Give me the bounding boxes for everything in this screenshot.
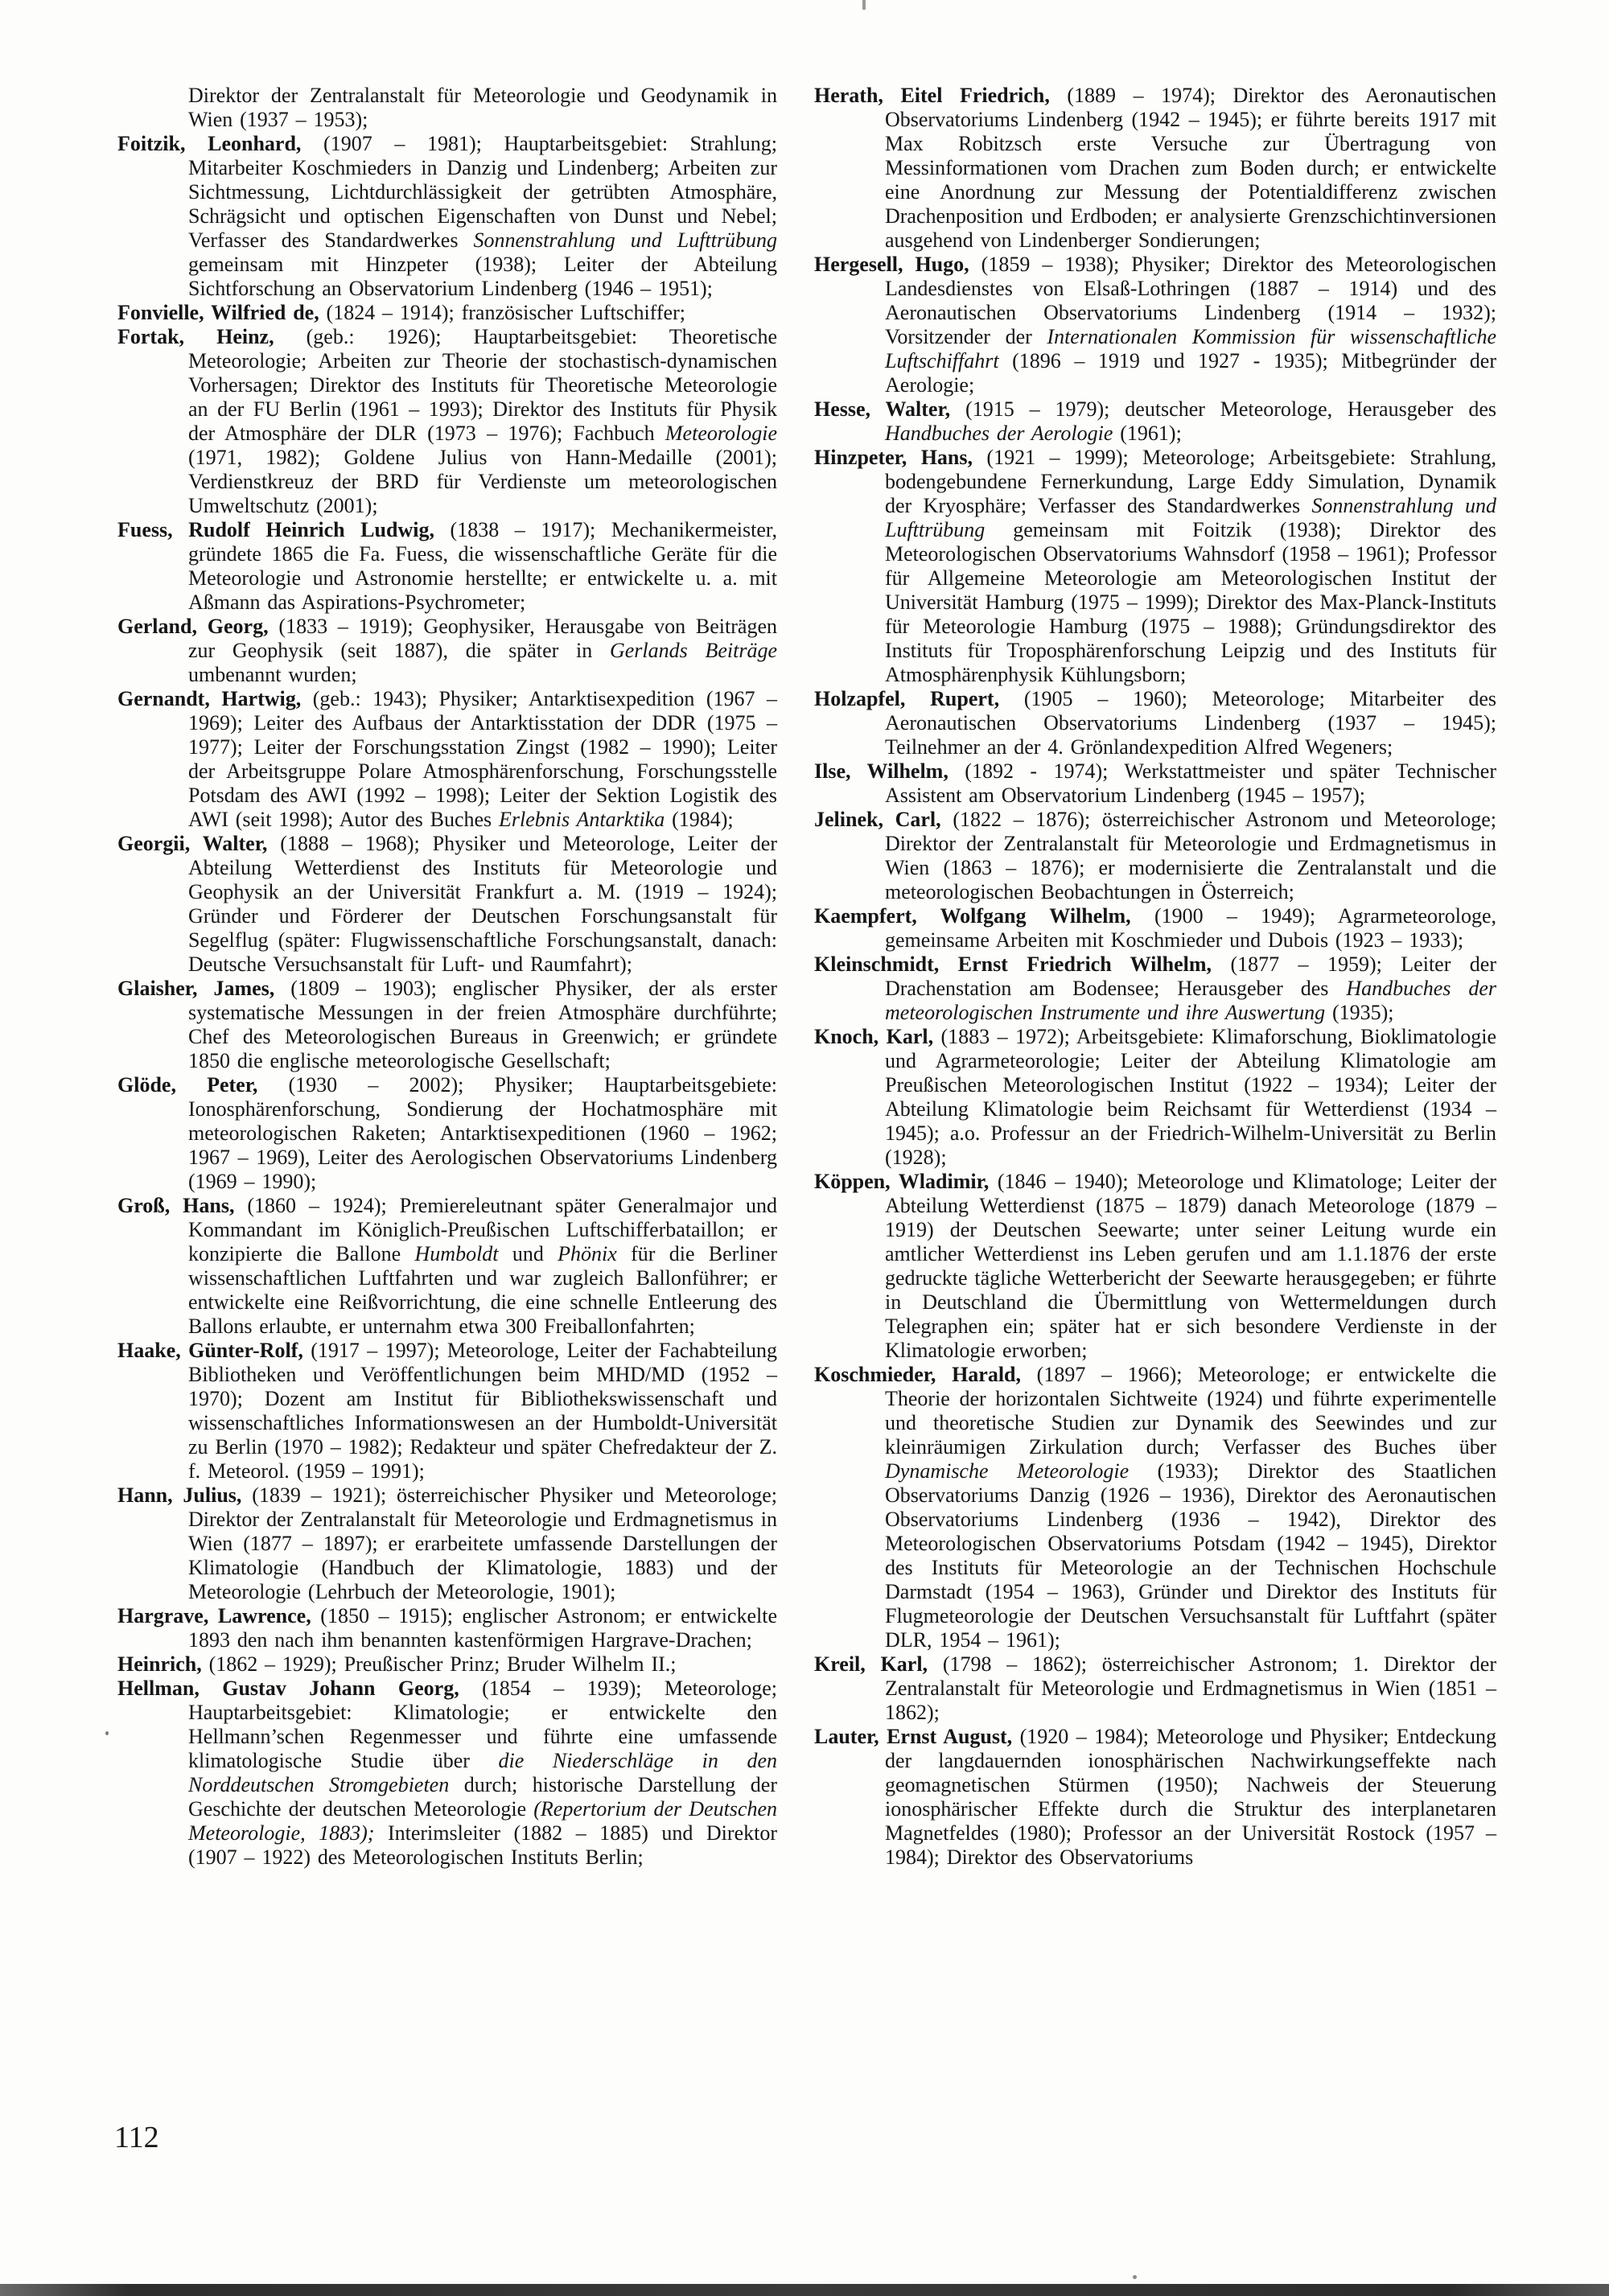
entry-name: Fonvielle, Wilfried de, xyxy=(117,301,327,324)
entry-name: Groß, Hans, xyxy=(117,1194,248,1217)
entry-name: Heinrich, xyxy=(117,1652,209,1676)
entry-text: (1877 – 1959); Leiter der Drachenstation am Bodensee; Herausgeber des xyxy=(885,953,1496,1000)
entry-text: (geb.: 1943); Physiker; Antarktisexpedition (1967 – 1969); Leiter des Aufbaus der Antarktisstation der DDR (1975 – 1977); Leiter der Forschungsstation Zingst (1982 – 1990); Leiter der Arbeitsgruppe Polare Atmosphärenforschung, Forschungsstelle Potsdam des AWI (1992 – 1998); Leiter der Sektion Logistik des AWI (seit 1998); Autor des Buches xyxy=(188,687,778,831)
entry-title-italic: (Repertorium der Deutschen Meteorologie, 1883); xyxy=(188,1797,777,1845)
entry-name: Hergesell, Hugo, xyxy=(814,253,981,276)
entry-text: (1839 – 1921); österreichischer Physiker und Meteorologe; Direktor der Zentralanstalt für Meteorologie und Erdmagnetismus in Wien (1877 – 1897); er erarbeitete umfassende Darstellungen der Klimatologie (Handbuch der Klimatologie, 1883) und der Meteorologie (Lehrbuch der Meteorologie, 1901); xyxy=(188,1483,778,1603)
entry xyxy=(814,1652,1496,1725)
entry-name: Herath, Eitel Friedrich, xyxy=(814,84,1068,107)
entry-text: Direktor der Zentralanstalt für Meteorologie und Geodynamik in Wien (1937 – 1953); xyxy=(188,84,777,131)
entry xyxy=(117,615,777,687)
entry xyxy=(117,1652,777,1677)
entry-text: (1850 – 1915); englischer Astronom; er entwickelte 1893 den nach ihm benannten kastenförmigen Hargrave-Drachen; xyxy=(188,1604,777,1652)
entry-text: (1920 – 1984); Meteorologe und Physiker; Entdeckung der langdauernden ionosphärischen Nachwirkungseffekte nach geomagnetischen Stürmen (1950); Nachweis der Steuerung ionosphärischer Effekte durch die Struktur des interplanetaren Magnetfeldes (1980); Professor an der Universität Rostock (1957 – 1984); Direktor des Observatoriums xyxy=(885,1725,1496,1869)
entry xyxy=(117,687,777,832)
entry-text: (1961); xyxy=(1113,422,1182,445)
entry-name: Lauter, Ernst August, xyxy=(814,1725,1020,1748)
entry-continuation xyxy=(117,84,777,132)
page-number: 112 xyxy=(114,2121,159,2154)
entry-text: umbenannt wurden; xyxy=(188,663,357,686)
entry xyxy=(814,1725,1496,1870)
entry xyxy=(117,1194,777,1339)
entry xyxy=(117,301,777,325)
entry-name: Kaempfert, Wolfgang Wilhelm, xyxy=(814,904,1154,928)
entry-text: (1859 – 1938); Physiker; Direktor des Meteorologischen Landesdienstes von Elsaß-Lothringen (1887 – 1914) und des Aeronautischen Observatoriums Lindenberg (1914 – 1932); Vorsitzender der xyxy=(885,253,1496,348)
entry-title-italic: Sonnenstrahlung und Lufttrübung xyxy=(473,228,777,252)
entry xyxy=(117,1604,777,1652)
entry-text: (1905 – 1960); Meteorologe; Mitarbeiter des Aeronautischen Observatoriums Lindenberg (1937 – 1945); Teilnehmer an der 4. Grönlandexpedition Alfred Wegeners; xyxy=(885,687,1496,759)
scan-artifact-speck xyxy=(1133,2275,1137,2279)
entry-name: Fuess, Rudolf Heinrich Ludwig, xyxy=(117,518,451,541)
entry xyxy=(814,953,1496,1025)
entry xyxy=(814,1363,1496,1652)
entry-title-italic: Dynamische Meteorologie xyxy=(885,1459,1130,1483)
entry xyxy=(117,1677,777,1870)
entry xyxy=(117,977,777,1073)
entry-title-italic: Handbuches der Aerologie xyxy=(885,422,1113,445)
entry-name: Hann, Julius, xyxy=(117,1483,253,1507)
entry-name: Jelinek, Carl, xyxy=(814,808,953,831)
entry-title-italic: Humboldt xyxy=(414,1242,499,1265)
entry-name: Ilse, Wilhelm, xyxy=(814,759,965,783)
entry xyxy=(814,808,1496,904)
entry-title-italic: Phönix xyxy=(558,1242,617,1265)
entry-title-italic: Handbuches der meteorologischen Instrumente und ihre Auswertung xyxy=(885,977,1496,1024)
entry-text: (geb.: 1926); Hauptarbeitsgebiet: Theoretische Meteorologie; Arbeiten zur Theorie der stochastisch-dynamischen Vorhersagen; Direktor des Instituts für Theoretische Meteorologie an der FU Berlin (1961 – 1993); Direktor des Instituts für Physik der Atmosphäre der DLR (1973 – 1976); Fachbuch xyxy=(188,325,777,445)
entry-text: (1862 – 1929); Preußischer Prinz; Bruder Wilhelm II.; xyxy=(208,1652,677,1676)
entry-name: Gernandt, Hartwig, xyxy=(117,687,313,710)
entry-text: gemeinsam mit Foitzik (1938); Direktor des Meteorologischen Observatoriums Wahnsdorf (1958 – 1961); Professor für Allgemeine Meteorologie am Meteorologischen Institut der Universität Hamburg (1975 – 1999); Direktor des Max-Planck-Instituts für Meteorologie Hamburg (1975 – 1988); Gründungsdirektor des Instituts für Troposphärenforschung Leipzig und des Instituts für Atmosphärenphysik Kühlungsborn; xyxy=(885,518,1496,686)
entry xyxy=(117,1073,777,1194)
entry-name: Georgii, Walter, xyxy=(117,832,281,855)
entry xyxy=(814,759,1496,808)
entry-title-italic: Sonnenstrahlung und Lufttrübung xyxy=(885,494,1496,541)
entry-text: (1860 – 1924); Premiereleutnant später Generalmajor und Kommandant im Königlich-Preußischen Luftschifferbataillon; er konzipierte die Ballone xyxy=(188,1194,777,1265)
entry-title-italic: Erlebnis Antarktika xyxy=(499,808,665,831)
entry xyxy=(814,397,1496,446)
entry-name: Glöde, Peter, xyxy=(117,1073,289,1097)
entry-name: Hinzpeter, Hans, xyxy=(814,446,987,469)
entry-name: Hargrave, Lawrence, xyxy=(117,1604,321,1627)
entry-text: (1896 – 1919 und 1927 - 1935); Mitbegründer der Aerologie; xyxy=(885,349,1496,397)
entry-text: durch; historische Darstellung der Geschichte der deutschen Meteorologie xyxy=(188,1773,777,1821)
entry-text: (1915 – 1979); deutscher Meteorologe, Herausgeber des xyxy=(965,397,1496,421)
entry-text: (1900 – 1949); Agrarmeteorologe, gemeinsame Arbeiten mit Koschmieder und Dubois (1923 – 1933); xyxy=(885,904,1496,952)
scan-artifact-bottom-edge xyxy=(0,2284,1609,2296)
entry-text: (1854 – 1939); Meteorologe; Hauptarbeitsgebiet: Klimatologie; er entwickelte den Hellmann’schen Regenmesser und führte eine umfassende klimatologische Studie über xyxy=(188,1677,777,1772)
entry xyxy=(814,1170,1496,1363)
entry-name: Holzapfel, Rupert, xyxy=(814,687,1024,710)
entry-name: Hellman, Gustav Johann Georg, xyxy=(117,1677,483,1700)
entry-text: (1883 – 1972); Arbeitsgebiete: Klimaforschung, Bioklimatologie und Agrarmeteorologie; Leiter der Abteilung Klimatologie am Preußischen Meteorologischen Institut (1922 – 1934); Leiter der Abteilung Klimatologie beim Reichsamt für Wetterdienst (1934 – 1945); a.o. Professur an der Friedrich-Wilhelm-Universität zu Berlin (1928); xyxy=(885,1025,1496,1169)
entry-name: Köppen, Wladimir, xyxy=(814,1170,998,1193)
entry-name: Koschmieder, Harald, xyxy=(814,1363,1037,1386)
entry xyxy=(117,832,777,977)
entry-title-italic: Meteorologie xyxy=(665,422,777,445)
entry-name: Gerland, Georg, xyxy=(117,615,279,638)
scan-artifact-speck xyxy=(105,1731,109,1735)
entry-text: (1838 – 1917); Mechanikermeister, gründete 1865 die Fa. Fuess, die wissenschaftliche Geräte für die Meteorologie und Astronomie herstellte; er entwickelte u. a. mit Aßmann das Aspirations-Psychrometer; xyxy=(188,518,777,614)
entry xyxy=(117,1339,777,1483)
entry xyxy=(814,446,1496,687)
entry-text: (1984); xyxy=(665,808,734,831)
entry xyxy=(117,132,777,301)
entry-text: (1824 – 1914); französischer Luftschiffer; xyxy=(326,301,685,324)
right-column xyxy=(814,84,1496,1870)
entry-name: Glaisher, James, xyxy=(117,977,291,1000)
entry-text: gemeinsam mit Hinzpeter (1938); Leiter der Abteilung Sichtforschung an Observatorium Lindenberg (1946 – 1951); xyxy=(188,253,777,300)
entry-text: (1917 – 1997); Meteorologe, Leiter der Fachabteilung Bibliotheken und Veröffentlichungen beim MHD/MD (1952 – 1970); Dozent am Institut für Bibliothekswissenschaft und wissenschaftliches Informationswesen an der Humboldt-Universität zu Berlin (1970 – 1982); Redakteur und später Chefredakteur der Z. f. Meteorol. (1959 – 1991); xyxy=(188,1339,777,1483)
entry xyxy=(814,687,1496,759)
entry-title-italic: die Niederschläge in den Norddeutschen Stromgebieten xyxy=(188,1749,778,1796)
entry-text: (1846 – 1940); Meteorologe und Klimatologe; Leiter der Abteilung Wetterdienst (1875 – 1879) danach Meteorologe (1879 – 1919) der Deutschen Seewarte; unter seiner Leitung wurde ein amtlicher Wetterdienst ins Leben gerufen und am 1.1.1876 der erste gedruckte tägliche Wetterbericht der Seewarte herausgegeben; er führte in Deutschland die Übermittlung von Wettermeldungen durch Telegraphen ein; später hat er sich besondere Verdienste in der Klimatologie erworben; xyxy=(885,1170,1497,1362)
entry-name: Hesse, Walter, xyxy=(814,397,966,421)
entry-text: für die Berliner wissenschaftlichen Luftfahrten und war zugleich Ballonführer; er entwickelte eine Reißvorrichtung, die eine schnelle Entleerung des Ballons erlaubte, er unternahm etwa 300 Freiballonfahrten; xyxy=(188,1242,777,1338)
entry-text: (1971, 1982); Goldene Julius von Hann-Medaille (2001); Verdienstkreuz der BRD für Verdienste um meteorologischen Umweltschutz (2001); xyxy=(188,446,777,517)
entry-text: und xyxy=(498,1242,558,1265)
entry-text: (1897 – 1966); Meteorologe; er entwickelte die Theorie der horizontalen Sichtweite (1924) und führte experimentelle und theoretische Studien zur Dynamik des Seewindes und zur kleinräumigen Zirkulation durch; Verfasser des Buches über xyxy=(885,1363,1496,1459)
entry-text: (1907 – 1981); Hauptarbeitsgebiet: Strahlung; Mitarbeiter Koschmieders in Danzig und Lindenberg; Arbeiten zur Sichtmessung, Lichtdurchlässigkeit der getrübten Atmosphäre, Schrägsicht und optischen Eigenschaften von Dunst und Nebel; Verfasser des Standardwerkes xyxy=(188,132,777,252)
entry-text: Interimsleiter (1882 – 1885) und Direktor (1907 – 1922) des Meteorologischen Instituts Berlin; xyxy=(188,1821,777,1869)
entry-title-italic: Internationalen Kommission für wissenschaftliche Luftschiffahrt xyxy=(885,325,1496,372)
entry xyxy=(117,325,777,518)
entry xyxy=(117,518,777,615)
left-column xyxy=(117,84,777,1870)
entry-text: (1833 – 1919); Geophysiker, Herausgabe von Beiträgen zur Geophysik (seit 1887), die später in xyxy=(188,615,777,662)
entry-text: (1930 – 2002); Physiker; Hauptarbeitsgebiete: Ionosphärenforschung, Sondierung der Hochatmosphäre mit meteorologischen Raketen; Antarktisexpeditionen (1960 – 1962; 1967 – 1969), Leiter des Aerologischen Observatoriums Lindenberg (1969 – 1990); xyxy=(188,1073,777,1193)
entry-text: (1809 – 1903); englischer Physiker, der als erster systematische Messungen in der freien Atmosphäre durchführte; Chef des Meteorologischen Bureaus in Greenwich; er gründete 1850 die englische meteorologische Gesellschaft; xyxy=(188,977,777,1072)
entry-text: (1822 – 1876); österreichischer Astronom und Meteorologe; Direktor der Zentralanstalt für Meteorologie und Erdmagnetismus in Wien (1863 – 1876); er modernisierte die Zentralanstalt und die meteorologischen Beobachtungen in Österreich; xyxy=(885,808,1497,903)
entry-text: (1935); xyxy=(1325,1001,1394,1024)
entry-text: (1921 – 1999); Meteorologe; Arbeitsgebiete: Strahlung, bodengebundene Fernerkundung, Large Eddy Simulation, Dynamik der Kryosphäre; Verfasser des Standardwerkes xyxy=(885,446,1497,517)
entry-name: Knoch, Karl, xyxy=(814,1025,941,1048)
entry xyxy=(814,253,1496,397)
entry-name: Haake, Günter-Rolf, xyxy=(117,1339,311,1362)
entry-name: Kreil, Karl, xyxy=(814,1652,943,1676)
entry-text: (1889 – 1974); Direktor des Aeronautischen Observatoriums Lindenberg (1942 – 1945); er führte bereits 1917 mit Max Robitzsch erste Versuche zur Übertragung von Messinformationen vom Drachen zum Boden durch; er entwickelte eine Anordnung zur Messung der Potentialdifferenz zwischen Drachenposition und Erdboden; er analysierte Grenzschichtinversionen ausgehend von Lindenberger Sondierungen; xyxy=(885,84,1496,252)
entry-text: (1933); Direktor des Staatlichen Observatoriums Danzig (1926 – 1936), Direktor des Aeronautischen Observatoriums Lindenberg (1936 – 1942), Direktor des Meteorologischen Observatoriums Potsdam (1942 – 1945), Direktor des Instituts für Meteorologie an der Technischen Hochschule Darmstadt (1954 – 1963), Gründer und Direktor des Instituts für Flugmeteorologie der Deutschen Versuchsanstalt für Luftfahrt (später DLR, 1954 – 1961); xyxy=(885,1459,1496,1652)
entry-name: Fortak, Heinz, xyxy=(117,325,307,348)
entry-name: Kleinschmidt, Ernst Friedrich Wilhelm, xyxy=(814,953,1231,976)
entry-title-italic: Gerlands Beiträge xyxy=(609,639,777,662)
entry-name: Foitzik, Leonhard, xyxy=(117,132,324,155)
entry-text: (1798 – 1862); österreichischer Astronom; 1. Direktor der Zentralanstalt für Meteorologie und Erdmagnetismus in Wien (1851 – 1862); xyxy=(885,1652,1496,1724)
scan-artifact-top-dash xyxy=(862,0,866,10)
entry xyxy=(814,1025,1496,1170)
entry xyxy=(814,904,1496,953)
entry xyxy=(117,1483,777,1604)
entry-text: (1892 - 1974); Werkstattmeister und später Technischer Assistent am Observatorium Lindenberg (1945 – 1957); xyxy=(885,759,1496,807)
entry-text: (1888 – 1968); Physiker und Meteorologe, Leiter der Abteilung Wetterdienst des Instituts für Meteorologie und Geophysik an der Universität Frankfurt a. M. (1919 – 1924); Gründer und Förderer der Deutschen Forschungsanstalt für Segelflug (später: Flugwissenschaftliche Forschungsanstalt, danach: Deutsche Versuchsanstalt für Luft- und Raumfahrt); xyxy=(188,832,777,976)
entry xyxy=(814,84,1496,253)
